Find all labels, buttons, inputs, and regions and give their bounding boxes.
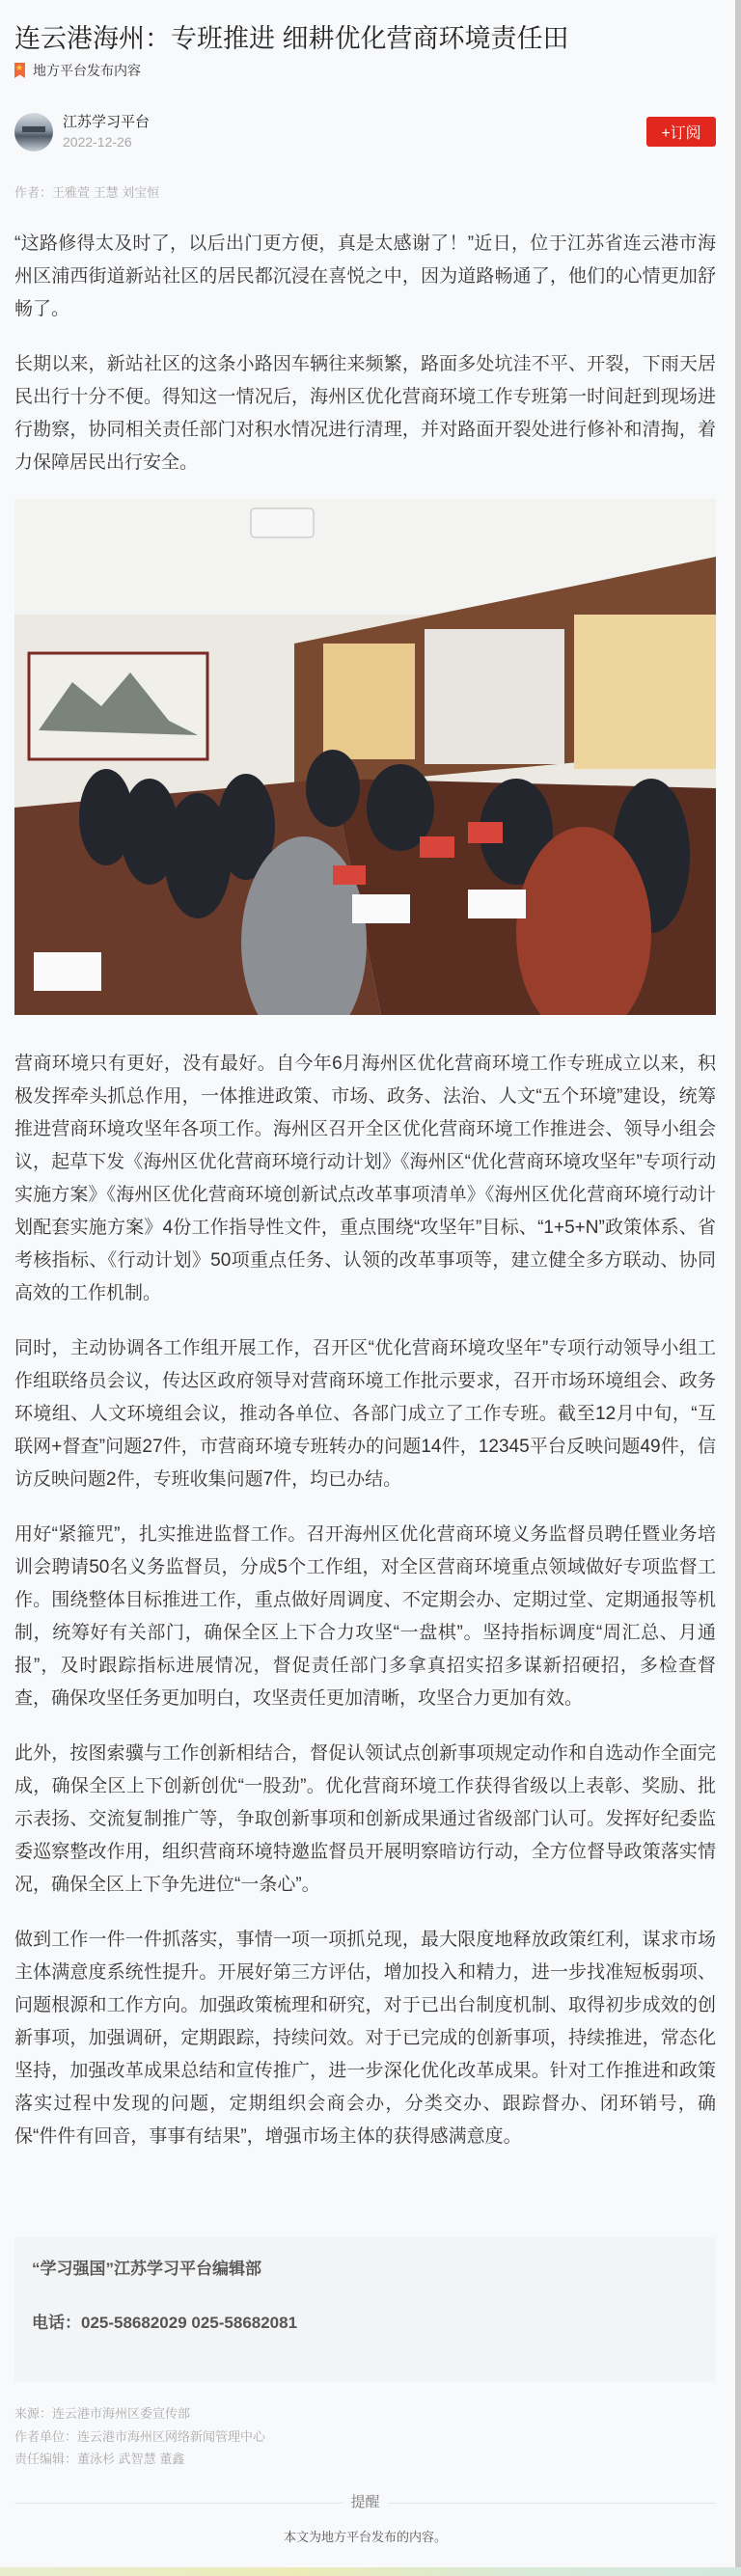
contact-org: “学习强国”江苏学习平台编辑部 xyxy=(32,2260,261,2278)
scrollbar[interactable] xyxy=(735,0,741,2567)
bottom-banner-strip xyxy=(0,2567,741,2576)
reminder-divider xyxy=(14,2493,716,2512)
article-meta xyxy=(14,2402,265,2471)
editors-line: 责任编辑：董泳杉 武智慧 董鑫 xyxy=(14,2452,185,2466)
platform-label-text: 地方平台发布内容 xyxy=(33,63,141,78)
source-line: 来源：连云港市海州区委宣传部 xyxy=(14,2406,191,2421)
platform-label xyxy=(14,61,141,80)
author-unit-line: 作者单位：连云港市海州区网络新闻管理中心 xyxy=(14,2428,266,2444)
paragraph: 此外，按图索骥与工作创新相结合，督促认领试点创新事项规定动作和自选动作全面完成，确保全区上下创新创优“一股劲”。优化营商环境工作获得省级以上表彰、奖励、批示表扬、交流复制推广等，争取创新事项和创新成果通过省级部门认可。发挥好纪委监委巡察整改作用，组织营商环境特邀监督员开展明察暗访行动，全方位督导政策落实情况，确保全区上下争先进位“一条心”。 xyxy=(14,1743,716,1895)
bookmark-star-icon xyxy=(14,63,25,78)
paragraph: 做到工作一件一件抓落实，事情一项一项抓兑现，最大限度地释放政策红利，谋求市场主体满意度系统性提升。开展好第三方评估，增加投入和精力，进一步找准短板弱项、问题根源和工作方向。加强政策梳理和研究，对于已出台制度机制、取得初步成效的创新事项，加强调研，定期跟踪，持续问效。对于已完成的创新事项，持续推进，常态化坚持，加强改革成果总结和宣传推广，进一步深化优化改革成果。针对工作推进和政策落实过程中发现的问题，定期组织会商会办，分类交办、跟踪督办、闭环销号，确保“件件有回音，事事有结果”，增强市场主体的获得感满意度。 xyxy=(14,1930,716,2147)
publish-date: 2022-12-26 xyxy=(63,134,132,150)
paragraph: 同时，主动协调各工作组开展工作，召开区“优化营商环境攻坚年”专项行动领导小组工作组联络员会议，传达区政府领导对营商环境工作批示要求，召开市场环境组会、政务环境组、人文环境组会议，推动各单位、各部门成立了工作专班。截至12月中旬，“互联网+督查”问题27件，市营商环境专班转办的问题14件，12345平台反映问题49件，信访反映问题2件，专班收集问题7件，均已办结。 xyxy=(14,1338,716,1490)
contact-phone: 电话：025-58682029 025-58682081 xyxy=(32,2314,298,2332)
meeting-photo[interactable] xyxy=(14,499,716,1015)
paragraph: “这路修得太及时了，以后出门更方便，真是太感谢了！”近日，位于江苏省连云港市海州区浦西街道新站社区的居民都沉浸在喜悦之中，因为道路畅通了，他们的心情更加舒畅了。 xyxy=(14,233,716,319)
reminder-text: 本文为地方平台发布的内容。 xyxy=(283,2530,447,2544)
byline: 作者：王雅萱 王慧 刘宝恒 xyxy=(14,185,160,200)
account-row xyxy=(14,113,716,153)
paragraph: 营商环境只有更好，没有最好。自今年6月海州区优化营商环境工作专班成立以来，积极发挥牵头抓总作用，一体推进政策、市场、政务、法治、人文“五个环境”建设，统筹推进营商环境攻坚年各项工作。海州区召开全区优化营商环境工作推进会、领导小组会议，起草下发《海州区优化营商环境行动计划》《海州区“优化营商环境攻坚年”专项行动实施方案》《海州区优化营商环境创新试点改革事项清单》《海州区优化营商环境行动计划配套实施方案》4份工作指导性文件，重点围绕“攻坚年”目标、“1+5+N”政策体系、省考核指标、《行动计划》50项重点任务、认领的改革事项等，建立健全多方联动、协同高效的工作机制。 xyxy=(14,1054,716,1303)
paragraph: 长期以来，新站社区的这条小路因车辆往来频繁，路面多处坑洼不平、开裂，下雨天居民出行十分不便。得知这一情况后，海州区优化营商环境工作专班第一时间赶到现场进行勘察，协同相关责任部门对积水情况进行清理，并对路面开裂处进行修补和清掏，着力保障居民出行安全。 xyxy=(14,354,716,473)
contact-box xyxy=(14,2237,716,2382)
article-body xyxy=(14,228,716,2176)
account-name[interactable]: 江苏学习平台 xyxy=(63,114,151,130)
subscribe-button[interactable]: +订阅 xyxy=(646,117,716,147)
paragraph: 用好“紧箍咒”，扎实推进监督工作。召开海州区优化营商环境义务监督员聘任暨业务培训会聘请50名义务监督员，分成5个工作组，对全区营商环境重点领域做好专项监督工作。围绕整体目标推进工作，重点做好周调度、不定期会办、定期过堂、定期通报等机制，统筹好有关部门，确保全区上下合力攻坚“一盘棋”。坚持指标调度“周汇总、月通报”，及时跟踪指标进展情况，督促责任部门多拿真招实招多谋新招硬招，多检查督查，确保攻坚任务更加明白，攻坚责任更加清晰，攻坚合力更加有效。 xyxy=(14,1524,716,1709)
avatar[interactable] xyxy=(14,113,53,151)
reminder-title: 提醒 xyxy=(343,2494,387,2510)
article-title: 连云港海州：专班推进 细耕优化营商环境责任田 xyxy=(14,24,569,53)
